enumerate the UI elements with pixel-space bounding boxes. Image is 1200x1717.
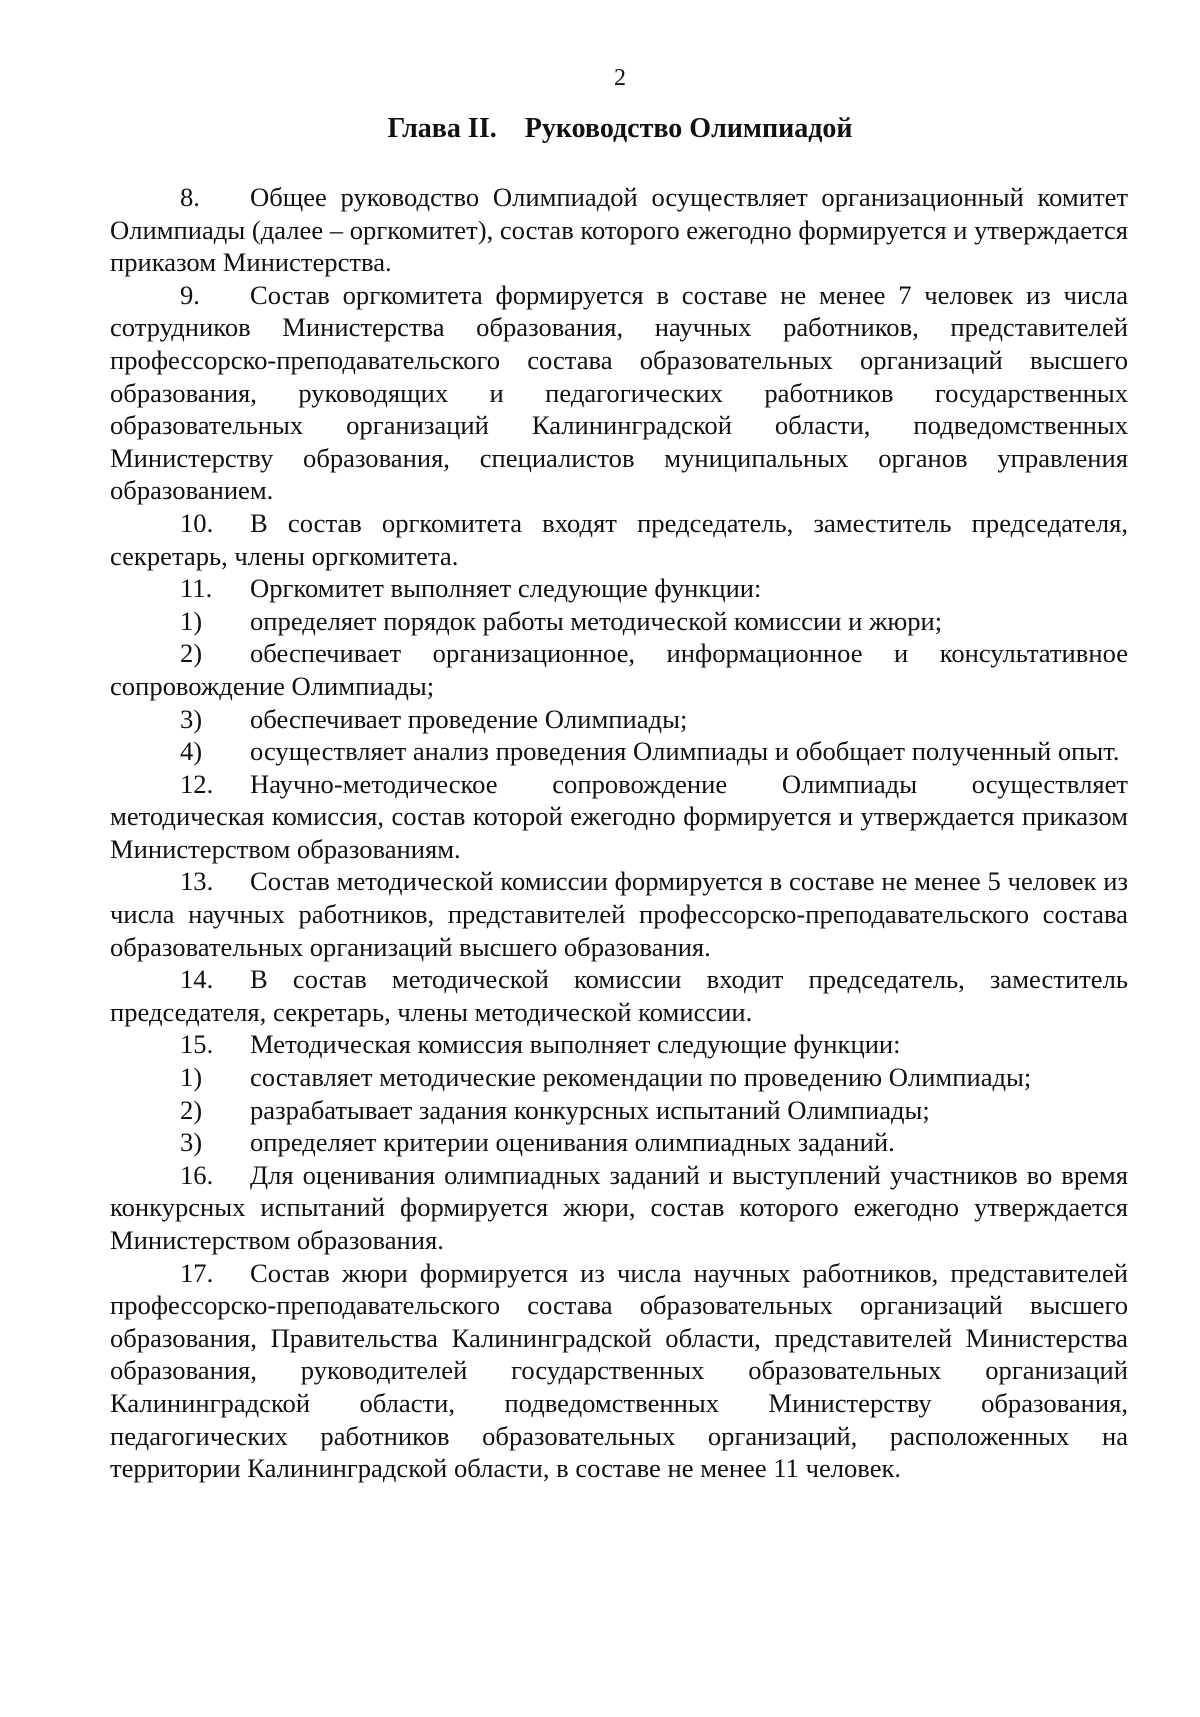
paragraph-13: [110, 865, 1128, 963]
list-item-text: обеспечивает организационное, информационное и консультативное сопровождение Олимпиады;: [110, 638, 1128, 701]
document-body: [110, 181, 1128, 1485]
paragraph-text: В состав методической комиссии входит председатель, заместитель председателя, секретарь, члены методической комиссии.: [110, 964, 1128, 1027]
list-item-11-4: [110, 735, 1128, 768]
paragraph-16: [110, 1159, 1128, 1257]
paragraph-text: Общее руководство Олимпиадой осуществляет организационный комитет Олимпиады (далее – оргкомитет), состав которого ежегодно формируется и утверждается приказом Министерства.: [110, 182, 1128, 278]
list-item-number: 1): [180, 605, 203, 636]
paragraph-text: Для оценивания олимпиадных заданий и выступлений участников во время конкурсных испытаний формируется жюри, состав которого ежегодно утверждается Министерством образования.: [110, 1159, 1128, 1255]
chapter-title: Руководство Олимпиадой: [524, 113, 853, 144]
paragraph-8: [110, 181, 1128, 279]
paragraph-text: В состав оргкомитета входят председатель, заместитель председателя, секретарь, члены оргкомитета.: [110, 507, 1128, 571]
list-item-text: обеспечивает проведение Олимпиады;: [250, 703, 688, 734]
list-item-text: определяет критерии оценивания олимпиадных заданий.: [250, 1127, 895, 1158]
chapter-heading: [0, 112, 1200, 146]
list-item-number: 2): [180, 1094, 203, 1125]
paragraph-text: Оргкомитет выполняет следующие функции:: [250, 573, 762, 604]
list-item-number: 4): [180, 736, 203, 767]
list-item-15-2: [110, 1094, 1128, 1127]
list-item-11-3: [110, 703, 1128, 736]
paragraph-number: 13.: [180, 866, 214, 897]
list-item-15-1: [110, 1061, 1128, 1094]
list-item-number: 1): [180, 1062, 203, 1093]
paragraph-10: [110, 507, 1128, 572]
list-item-number: 3): [180, 703, 203, 734]
list-item-number: 3): [180, 1127, 203, 1158]
paragraph-text: Состав оргкомитета формируется в составе не менее 7 человек из числа сотрудников Министерства образования, научных работников, представителей профессорско-преподавательского состава образовательных организаций высшего образования, руководящих и педагогических работников государственных образовательных организаций Калининградской области, подведомственных Министерству образования, специалистов муниципальных органов управления образованием.: [110, 279, 1128, 506]
chapter-label: Глава II.: [387, 113, 497, 144]
paragraph-text: Методическая комиссия выполняет следующие функции:: [250, 1029, 901, 1060]
list-item-text: составляет методические рекомендации по проведению Олимпиады;: [250, 1062, 1032, 1093]
paragraph-9: [110, 279, 1128, 507]
paragraph-number: 10.: [180, 507, 214, 538]
paragraph-14: [110, 963, 1128, 1028]
paragraph-15: [110, 1028, 1128, 1061]
page-number: 2: [614, 65, 626, 91]
paragraph-text: Состав жюри формируется из числа научных работников, представителей профессорско-преподавательского состава образовательных организаций высшего образования, Правительства Калининградской области, представителей Министерства образования, руководителей государственных образовательных организаций Калининградской области, подведомственных Министерству образования, педагогических работников образовательных организаций, расположенных на территории Калининградской области, в составе не менее 11 человек.: [110, 1257, 1128, 1484]
paragraph-number: 11.: [180, 573, 213, 604]
paragraph-number: 9.: [180, 279, 200, 310]
paragraph-number: 12.: [180, 768, 214, 799]
list-item-11-1: [110, 605, 1128, 638]
paragraph-17: [110, 1257, 1128, 1485]
paragraph-12: [110, 768, 1128, 866]
paragraph-number: 15.: [180, 1029, 214, 1060]
list-item-number: 2): [180, 638, 203, 669]
paragraph-11: [110, 572, 1128, 605]
paragraph-number: 17.: [180, 1257, 214, 1288]
paragraph-text: Научно-методическое сопровождение Олимпиады осуществляет методическая комиссия, состав которой ежегодно формируется и утверждается приказом Министерством образованиям.: [110, 768, 1128, 864]
list-item-11-2: [110, 637, 1128, 702]
paragraph-number: 14.: [180, 964, 214, 995]
list-item-text: определяет порядок работы методической комиссии и жюри;: [250, 605, 943, 636]
list-item-text: разрабатывает задания конкурсных испытаний Олимпиады;: [250, 1094, 930, 1125]
list-item-text: осуществляет анализ проведения Олимпиады и обобщает полученный опыт.: [250, 736, 1120, 767]
list-item-15-3: [110, 1126, 1128, 1159]
paragraph-number: 16.: [180, 1159, 214, 1190]
paragraph-number: 8.: [180, 182, 200, 212]
paragraph-text: Состав методической комиссии формируется в составе не менее 5 человек из числа научных работников, представителей профессорско-преподавательского состава образовательных организаций высшего образования.: [110, 866, 1128, 962]
